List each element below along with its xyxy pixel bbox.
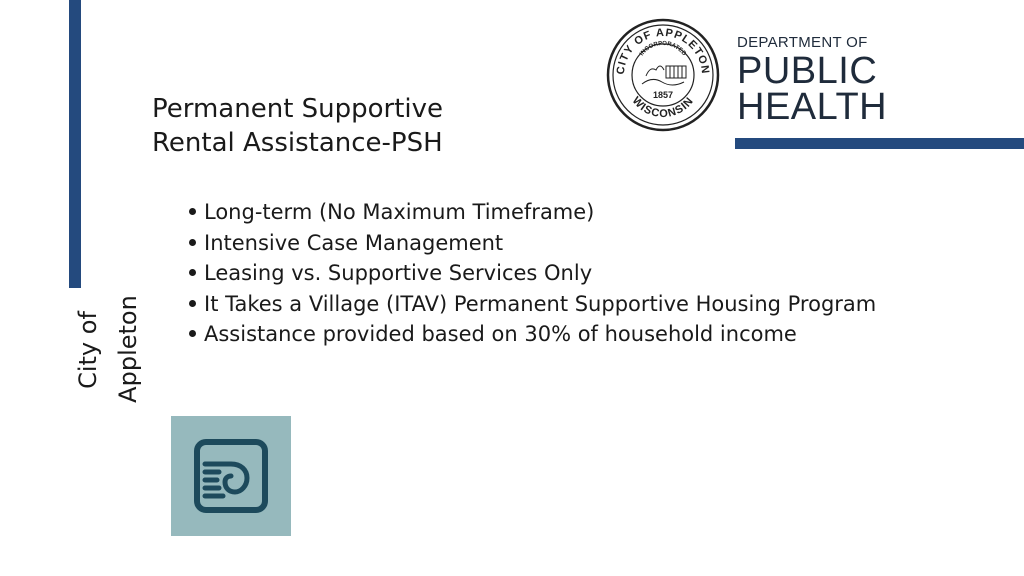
slide-title — [152, 92, 572, 160]
seal-text-top: CITY OF APPLETON — [614, 26, 712, 76]
bullet-item: Leasing vs. Supportive Services Only — [186, 258, 876, 289]
bullet-item: Assistance provided based on 30% of household income — [186, 319, 876, 350]
city-label-line2: Appleton — [114, 295, 142, 403]
dept-line2: PUBLIC — [737, 50, 878, 92]
header-accent-bar — [735, 138, 1024, 149]
bullet-item: Long-term (No Maximum Timeframe) — [186, 197, 876, 228]
seal-text-bottom: WISCONSIN — [629, 94, 697, 121]
left-accent-bar — [69, 0, 81, 288]
department-wordmark — [737, 34, 888, 128]
city-label-line1: City of — [74, 311, 102, 389]
dept-line3: HEALTH — [737, 86, 888, 128]
seal-text-inner: INCORPORATED — [639, 40, 687, 58]
appleton-logo-icon — [193, 438, 269, 514]
slide-title-line1: Permanent Supportive — [152, 94, 444, 124]
bullet-list — [186, 197, 876, 350]
slide-title-line2: Rental Assistance-PSH — [152, 128, 443, 158]
city-label — [68, 295, 148, 450]
city-seal-icon — [606, 18, 720, 132]
bullet-item: It Takes a Village (ITAV) Permanent Supportive Housing Program — [186, 289, 876, 320]
bullet-item: Intensive Case Management — [186, 228, 876, 259]
dept-line1: DEPARTMENT OF — [737, 34, 868, 51]
seal-year: 1857 — [652, 90, 674, 100]
appleton-logo — [171, 416, 291, 536]
